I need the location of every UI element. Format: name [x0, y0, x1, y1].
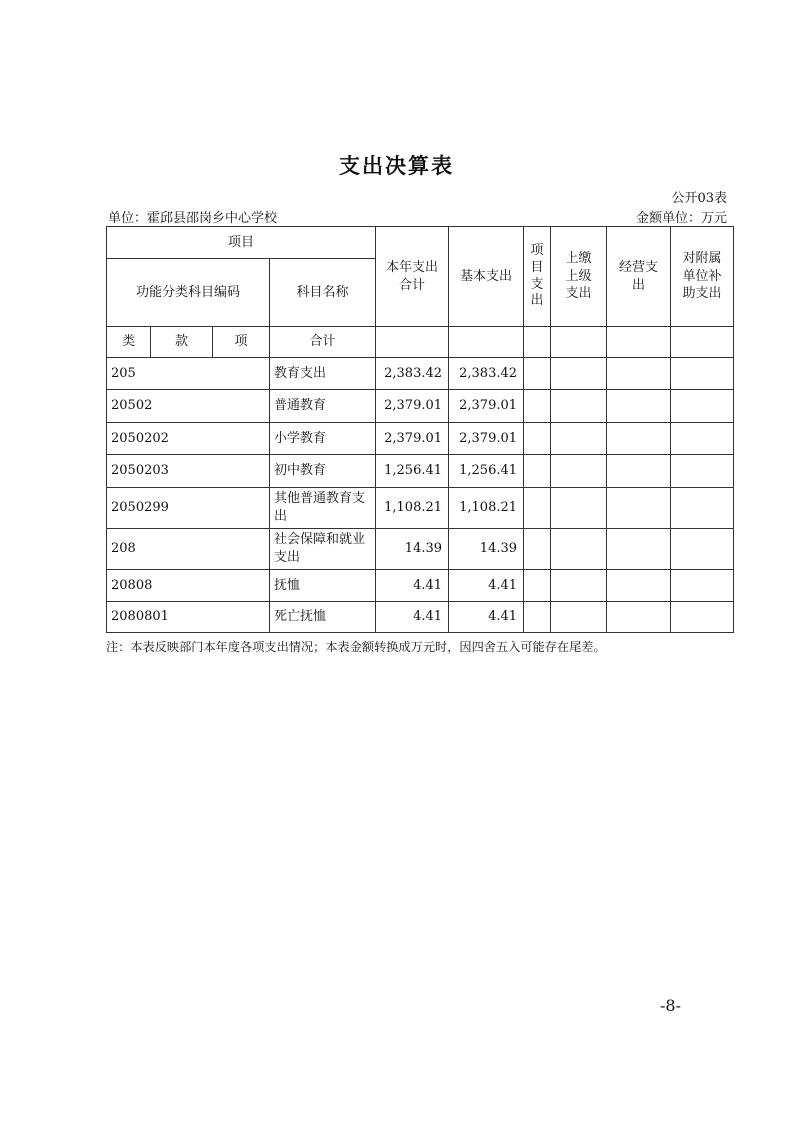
- row-basic: 1,108.21: [449, 488, 524, 529]
- reporting-unit: 单位：霍邱县邵岗乡中心学校: [108, 211, 278, 226]
- table-row: [107, 488, 734, 529]
- row-basic: 4.41: [449, 602, 524, 633]
- header-xiang: 项: [213, 327, 270, 358]
- header-upper: 上缴 上级 支出: [551, 227, 607, 327]
- row-total: 14.39: [376, 529, 449, 570]
- table-row: [107, 455, 734, 488]
- header-sum: 合计: [270, 327, 376, 358]
- row-basic: 2,383.42: [449, 358, 524, 390]
- row-basic: 2,379.01: [449, 423, 524, 455]
- header-project-expense: 项目支出: [524, 227, 551, 327]
- row-total: 2,383.42: [376, 358, 449, 390]
- row-code: 20502: [107, 390, 270, 423]
- row-code: 205: [107, 358, 270, 390]
- row-code: 20808: [107, 570, 270, 602]
- table-row: [107, 570, 734, 602]
- row-total: 4.41: [376, 570, 449, 602]
- header-business: 经营支 出: [607, 227, 671, 327]
- page-number: -8-: [660, 996, 681, 1015]
- unit-line: [108, 207, 727, 226]
- table-row: [107, 529, 734, 570]
- row-code: 2050203: [107, 455, 270, 488]
- row-total: 2,379.01: [376, 390, 449, 423]
- header-total: 本年支出 合计: [376, 227, 449, 327]
- header-lei: 类: [107, 327, 151, 358]
- row-name: 小学教育: [270, 423, 376, 455]
- row-code: 2080801: [107, 602, 270, 633]
- row-code: 208: [107, 529, 270, 570]
- row-total: 2,379.01: [376, 423, 449, 455]
- row-code: 2050299: [107, 488, 270, 529]
- footnote: 注：本表反映部门本年度各项支出情况；本表金额转换成万元时，因四舍五入可能存在尾差。: [106, 640, 606, 654]
- header-name: 科目名称: [270, 259, 376, 327]
- row-name: 初中教育: [270, 455, 376, 488]
- row-total: 1,108.21: [376, 488, 449, 529]
- header-basic: 基本支出: [449, 227, 524, 327]
- row-basic: 1,256.41: [449, 455, 524, 488]
- row-name: 教育支出: [270, 358, 376, 390]
- expenditure-table: [106, 226, 734, 633]
- table-row: [107, 358, 734, 390]
- row-name: 抚恤: [270, 570, 376, 602]
- row-name: 普通教育: [270, 390, 376, 423]
- page-title: 支出决算表: [339, 154, 454, 178]
- row-name: 死亡抚恤: [270, 602, 376, 633]
- row-name: 社会保障和就业支出: [270, 529, 376, 570]
- header-code: 功能分类科目编码: [107, 259, 270, 327]
- table-row: [107, 602, 734, 633]
- table-number: 公开03表: [671, 191, 727, 206]
- header-kuan: 款: [151, 327, 213, 358]
- table-row: [107, 423, 734, 455]
- row-basic: 2,379.01: [449, 390, 524, 423]
- header-project: 项目: [107, 227, 376, 259]
- header-subsidy: 对附属 单位补 助支出: [671, 227, 734, 327]
- row-basic: 4.41: [449, 570, 524, 602]
- amount-unit: 金额单位：万元: [635, 211, 727, 226]
- row-total: 1,256.41: [376, 455, 449, 488]
- table-row: [107, 390, 734, 423]
- row-code: 2050202: [107, 423, 270, 455]
- row-total: 4.41: [376, 602, 449, 633]
- row-name: 其他普通教育支出: [270, 488, 376, 529]
- row-basic: 14.39: [449, 529, 524, 570]
